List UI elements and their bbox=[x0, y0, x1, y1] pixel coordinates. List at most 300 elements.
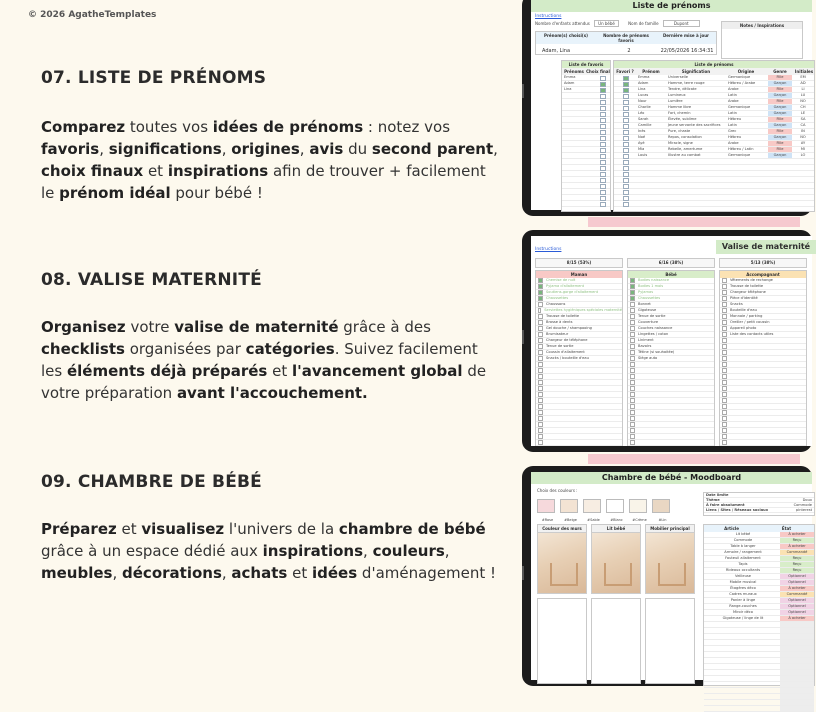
checklist-item[interactable] bbox=[720, 440, 806, 446]
body-text: de votre préparation bbox=[41, 362, 487, 402]
signification-cell: Rebelle, amertume bbox=[668, 147, 703, 151]
favoris-rows bbox=[562, 75, 610, 207]
swatch-color bbox=[560, 499, 578, 513]
column-header: Bébé bbox=[628, 271, 714, 278]
favori-checkbox[interactable] bbox=[623, 124, 629, 129]
derniere-maj-value: 22/05/2026 16:34:31 bbox=[660, 48, 714, 54]
article-status[interactable]: Reçu bbox=[780, 538, 814, 543]
body-text: , bbox=[221, 140, 232, 158]
article-status[interactable]: À acheter bbox=[780, 616, 814, 621]
checklist-checkbox[interactable] bbox=[630, 410, 635, 415]
checklist-checkbox[interactable] bbox=[538, 386, 543, 391]
checklist-checkbox[interactable] bbox=[630, 368, 635, 373]
checklist-checkbox[interactable] bbox=[722, 290, 727, 295]
checklist-checkbox[interactable] bbox=[722, 398, 727, 403]
favoris-name bbox=[564, 117, 596, 122]
checklist-checkbox[interactable] bbox=[722, 320, 727, 325]
checklist-checkbox[interactable] bbox=[538, 410, 543, 415]
prenoms-header: Initiales bbox=[794, 69, 814, 74]
swatch-label: #Crème bbox=[632, 518, 647, 522]
checklist-checkbox[interactable] bbox=[538, 284, 543, 289]
checklist-checkbox[interactable] bbox=[722, 308, 727, 313]
prenom-cell: Sarah bbox=[638, 117, 649, 121]
signification-cell: Homme libre bbox=[668, 105, 692, 109]
initiales-cell: NO bbox=[800, 135, 806, 139]
favori-checkbox[interactable] bbox=[623, 196, 629, 201]
section-liste-prenoms bbox=[41, 68, 501, 204]
favori-checkbox[interactable] bbox=[623, 76, 629, 81]
body-text: et bbox=[116, 520, 142, 538]
article-name bbox=[706, 652, 780, 657]
choix-final-checkbox[interactable] bbox=[600, 82, 606, 87]
checklist-checkbox[interactable] bbox=[630, 398, 635, 403]
checklist-checkbox[interactable] bbox=[538, 320, 543, 325]
notes-label: Notes / Inspirations bbox=[722, 22, 802, 29]
favori-checkbox[interactable] bbox=[623, 172, 629, 177]
article-name bbox=[706, 706, 780, 711]
checklist-checkbox[interactable] bbox=[538, 308, 541, 313]
prenom-cell: Charlie bbox=[638, 105, 651, 109]
checklist-checkbox[interactable] bbox=[722, 416, 727, 421]
checklist-checkbox[interactable] bbox=[630, 338, 635, 343]
choix-final-checkbox[interactable] bbox=[600, 148, 606, 153]
body-text: toutes vos bbox=[125, 118, 213, 136]
article-status[interactable]: À acheter bbox=[780, 532, 814, 537]
initiales-cell: LI bbox=[801, 87, 805, 91]
info-value[interactable] bbox=[772, 493, 814, 497]
favoris-name bbox=[564, 189, 596, 194]
checklist-checkbox[interactable] bbox=[538, 392, 543, 397]
favori-checkbox[interactable] bbox=[623, 82, 629, 87]
body-text: , bbox=[221, 564, 232, 582]
genre-cell: Fille bbox=[768, 75, 792, 80]
initiales-cell: CA bbox=[800, 123, 806, 127]
choix-final-checkbox[interactable] bbox=[600, 76, 606, 81]
checklist-checkbox[interactable] bbox=[538, 374, 543, 379]
tablet-button bbox=[522, 84, 524, 98]
prenom-cell: Emma bbox=[638, 75, 650, 79]
article-status[interactable]: Commandé bbox=[780, 550, 814, 555]
article-status[interactable] bbox=[780, 676, 814, 681]
origine-cell: Arabe bbox=[728, 87, 739, 91]
prenom-row[interactable] bbox=[614, 201, 814, 207]
checklist-checkbox[interactable] bbox=[630, 284, 635, 289]
checklist-checkbox[interactable] bbox=[722, 362, 727, 367]
article-status[interactable]: Optionnel bbox=[780, 574, 814, 579]
checklist-checkbox[interactable] bbox=[722, 302, 727, 307]
favori-checkbox[interactable] bbox=[623, 166, 629, 171]
checklist-checkbox[interactable] bbox=[538, 434, 543, 439]
choix-final-checkbox[interactable] bbox=[600, 100, 606, 105]
highlight-text: origines bbox=[231, 140, 300, 158]
favori-checkbox[interactable] bbox=[623, 202, 629, 207]
inspiration-photo[interactable] bbox=[645, 532, 695, 594]
checklist-checkbox[interactable] bbox=[722, 428, 727, 433]
checklist-checkbox[interactable] bbox=[722, 350, 727, 355]
initiales-cell: AY bbox=[800, 141, 806, 145]
favoris-name bbox=[564, 165, 596, 170]
checklist-checkbox[interactable] bbox=[630, 404, 635, 409]
favori-checkbox[interactable] bbox=[623, 112, 629, 117]
checklist-checkbox[interactable] bbox=[630, 362, 635, 367]
checklist-checkbox[interactable] bbox=[538, 338, 543, 343]
body-text: : notez vos bbox=[363, 118, 451, 136]
color-swatch[interactable] bbox=[606, 498, 627, 523]
choix-final-checkbox[interactable] bbox=[600, 130, 606, 135]
photo-title: Mobilier principal bbox=[645, 524, 695, 533]
article-status[interactable] bbox=[780, 628, 814, 633]
highlight-text: choix finaux bbox=[41, 162, 144, 180]
favori-checkbox[interactable] bbox=[623, 154, 629, 159]
highlight-text: avant l'accouchement. bbox=[176, 384, 368, 402]
checklist-checkbox[interactable] bbox=[722, 374, 727, 379]
checklist-checkbox[interactable] bbox=[630, 314, 635, 319]
article-name bbox=[706, 664, 780, 669]
choix-final-checkbox[interactable] bbox=[600, 88, 606, 93]
article-name bbox=[706, 622, 780, 627]
form-fields bbox=[535, 21, 715, 27]
choix-final-checkbox[interactable] bbox=[600, 172, 606, 177]
color-swatch[interactable] bbox=[629, 498, 650, 523]
checklist-checkbox[interactable] bbox=[538, 368, 543, 373]
checklist-checkbox[interactable] bbox=[538, 296, 543, 301]
checklist-checkbox[interactable] bbox=[538, 314, 543, 319]
checklist-checkbox[interactable] bbox=[538, 362, 543, 367]
favori-checkbox[interactable] bbox=[623, 142, 629, 147]
checklist-checkbox[interactable] bbox=[630, 308, 635, 313]
checklist-checkbox[interactable] bbox=[722, 440, 727, 445]
checklist-checkbox[interactable] bbox=[630, 440, 635, 445]
favori-checkbox[interactable] bbox=[623, 100, 629, 105]
checklist-checkbox[interactable] bbox=[538, 326, 543, 331]
checklist-label: Gigoteuse bbox=[638, 308, 657, 312]
article-status[interactable]: Reçu bbox=[780, 568, 814, 573]
choix-final-checkbox[interactable] bbox=[600, 106, 606, 111]
checklist-checkbox[interactable] bbox=[538, 422, 543, 427]
article-name: Rideaux occultants bbox=[725, 568, 761, 572]
article-status[interactable] bbox=[780, 664, 814, 669]
summary-header-row bbox=[536, 32, 716, 44]
favori-checkbox[interactable] bbox=[623, 148, 629, 153]
checklist-checkbox[interactable] bbox=[722, 326, 727, 331]
checklist-label: Couverture bbox=[638, 320, 659, 324]
checklist-checkbox[interactable] bbox=[538, 350, 543, 355]
info-value[interactable]: Doux bbox=[802, 498, 812, 502]
choix-final-checkbox[interactable] bbox=[600, 154, 606, 159]
checklist-checkbox[interactable] bbox=[630, 428, 635, 433]
info-value[interactable]: pinterest bbox=[795, 508, 812, 512]
checklist-checkbox[interactable] bbox=[722, 410, 727, 415]
checklist-checkbox[interactable] bbox=[630, 422, 635, 427]
instructions-link[interactable]: Instructions bbox=[535, 14, 562, 19]
crib-shape bbox=[658, 563, 686, 586]
article-status[interactable]: Optionnel bbox=[780, 604, 814, 609]
prenom-cell: Nour bbox=[638, 99, 647, 103]
checklist-checkbox[interactable] bbox=[722, 368, 727, 373]
choix-final-checkbox[interactable] bbox=[600, 142, 606, 147]
checklist-checkbox[interactable] bbox=[630, 320, 635, 325]
choix-final-checkbox[interactable] bbox=[600, 190, 606, 195]
swatch-label: #Lin bbox=[658, 518, 667, 522]
article-row[interactable] bbox=[704, 706, 814, 712]
article-status[interactable] bbox=[780, 688, 814, 693]
article-status[interactable]: À acheter bbox=[780, 544, 814, 549]
checklist-checkbox[interactable] bbox=[722, 404, 727, 409]
checklist-checkbox[interactable] bbox=[538, 302, 543, 307]
checklist-label: Serviettes hygiéniques spéciales maternité bbox=[544, 308, 622, 312]
article-name: Commode bbox=[733, 538, 753, 542]
checklist-checkbox[interactable] bbox=[722, 338, 727, 343]
highlight-text: idées bbox=[312, 564, 358, 582]
choix-final-checkbox[interactable] bbox=[600, 160, 606, 165]
origine-cell: Hébreu bbox=[728, 135, 742, 139]
checklist-checkbox[interactable] bbox=[630, 416, 635, 421]
checklist-checkbox[interactable] bbox=[630, 344, 635, 349]
checklist-checkbox[interactable] bbox=[630, 386, 635, 391]
article-status[interactable] bbox=[780, 652, 814, 657]
highlight-text: décorations bbox=[122, 564, 222, 582]
choix-final-checkbox[interactable] bbox=[600, 118, 606, 123]
article-name bbox=[706, 682, 780, 687]
article-name: Miroir déco bbox=[733, 610, 753, 614]
checklist-checkbox[interactable] bbox=[722, 392, 727, 397]
favori-checkbox[interactable] bbox=[623, 160, 629, 165]
highlight-text: Comparez bbox=[41, 118, 126, 136]
favori-checkbox[interactable] bbox=[623, 88, 629, 93]
article-name: Veilleuse bbox=[735, 574, 751, 578]
favoris-name bbox=[564, 141, 596, 146]
checklist-label: Couches naissance bbox=[638, 326, 673, 330]
signification-cell: Jeune servante des sacrifices bbox=[668, 123, 721, 127]
checklist-checkbox[interactable] bbox=[538, 290, 543, 295]
checklist-checkbox[interactable] bbox=[722, 278, 727, 283]
favori-checkbox[interactable] bbox=[623, 130, 629, 135]
favoris-name bbox=[564, 177, 596, 182]
body-text: et bbox=[267, 362, 292, 380]
checklist-checkbox[interactable] bbox=[538, 332, 543, 337]
sheet-title: Chambre de bébé - Moodboard bbox=[531, 472, 812, 484]
article-status[interactable] bbox=[780, 682, 814, 687]
article-status[interactable] bbox=[780, 700, 814, 705]
checklist-checkbox[interactable] bbox=[630, 296, 635, 301]
swatch-color bbox=[537, 499, 555, 513]
checklist-checkbox[interactable] bbox=[630, 356, 635, 361]
color-swatch[interactable] bbox=[583, 498, 604, 523]
checklist-label: Brumisateur bbox=[546, 332, 569, 336]
nom-famille-input[interactable]: Dupont bbox=[663, 20, 700, 27]
prenoms-header: Genre bbox=[773, 69, 787, 74]
body-text: . Suivez facilement les bbox=[41, 340, 478, 380]
choix-final-checkbox[interactable] bbox=[600, 178, 606, 183]
favoris-header-row bbox=[562, 68, 610, 75]
info-rows bbox=[704, 493, 814, 513]
checklist-checkbox[interactable] bbox=[538, 344, 543, 349]
favoris-name bbox=[564, 129, 596, 134]
checklist-checkbox[interactable] bbox=[722, 380, 727, 385]
checklist-label: Siège auto bbox=[638, 356, 658, 360]
genre-cell: Fille bbox=[768, 129, 792, 134]
checklist-checkbox[interactable] bbox=[538, 398, 543, 403]
checklist-label: Tétine (si souhaitée) bbox=[638, 350, 675, 354]
prenom-cell: Mia bbox=[638, 147, 645, 151]
swatch-label: #Sable bbox=[587, 518, 600, 522]
checklist-checkbox[interactable] bbox=[630, 380, 635, 385]
article-status[interactable] bbox=[780, 706, 814, 711]
checklist-checkbox[interactable] bbox=[722, 434, 727, 439]
prenom-cell: Lina bbox=[638, 87, 646, 91]
article-status[interactable]: Optionnel bbox=[780, 598, 814, 603]
choix-final-checkbox[interactable] bbox=[600, 202, 606, 207]
highlight-text: éléments déjà préparés bbox=[66, 362, 268, 380]
genre-cell: Fille bbox=[768, 117, 792, 122]
checklist-checkbox[interactable] bbox=[630, 392, 635, 397]
checklist-label: Lingettes / coton bbox=[638, 332, 669, 336]
decor-band bbox=[588, 217, 800, 227]
article-status[interactable] bbox=[780, 646, 814, 651]
prenoms-rows bbox=[614, 75, 814, 207]
article-name: Tapis bbox=[738, 562, 748, 566]
article-status[interactable]: Optionnel bbox=[780, 610, 814, 615]
article-status[interactable]: Reçu bbox=[780, 556, 814, 561]
checklist-checkbox[interactable] bbox=[630, 290, 635, 295]
notes-box[interactable] bbox=[721, 21, 803, 59]
copyright-text: © 2026 AgatheTemplates bbox=[28, 10, 157, 20]
color-swatch[interactable] bbox=[537, 498, 558, 523]
checklist-checkbox[interactable] bbox=[630, 434, 635, 439]
article-name bbox=[706, 700, 780, 705]
article-status[interactable] bbox=[780, 622, 814, 627]
photo-title: Lit bébé bbox=[591, 524, 641, 533]
checklist-checkbox[interactable] bbox=[630, 326, 635, 331]
checklist-checkbox[interactable] bbox=[630, 374, 635, 379]
genre-cell: Fille bbox=[768, 147, 792, 152]
swatch-color bbox=[652, 499, 670, 513]
articles-rows bbox=[704, 532, 814, 712]
genre-cell: Garçon bbox=[768, 111, 792, 116]
checklist-item[interactable] bbox=[628, 440, 714, 446]
choix-final-checkbox[interactable] bbox=[600, 136, 606, 141]
inspiration-photo[interactable] bbox=[537, 532, 587, 594]
prenom-cell: Louis bbox=[638, 153, 648, 157]
field-label: Nombre d'enfants attendus bbox=[535, 21, 590, 26]
favoris-name bbox=[564, 93, 596, 98]
choix-final-checkbox[interactable] bbox=[600, 196, 606, 201]
article-status[interactable] bbox=[780, 640, 814, 645]
article-name: Gigoteuse / linge de lit bbox=[722, 616, 764, 620]
article-status[interactable] bbox=[780, 694, 814, 699]
favori-checkbox[interactable] bbox=[623, 178, 629, 183]
info-label: Liens / Sites / Réseaux sociaux bbox=[706, 508, 769, 512]
photo-title: Couleur des murs bbox=[537, 524, 587, 533]
checklist-checkbox[interactable] bbox=[538, 416, 543, 421]
column-header: Maman bbox=[536, 271, 622, 278]
article-name: Cadres muraux bbox=[729, 592, 757, 596]
articles-table bbox=[703, 524, 815, 686]
checklist-label: Bodies naissance bbox=[638, 278, 670, 282]
checklist-checkbox[interactable] bbox=[538, 380, 543, 385]
favori-checkbox[interactable] bbox=[623, 94, 629, 99]
checklist-checkbox[interactable] bbox=[538, 428, 543, 433]
favoris-name bbox=[564, 201, 596, 206]
choix-final-checkbox[interactable] bbox=[600, 124, 606, 129]
genre-cell: Fille bbox=[768, 141, 792, 146]
color-swatch[interactable] bbox=[652, 498, 673, 523]
checklist-checkbox[interactable] bbox=[722, 314, 727, 319]
favori-checkbox[interactable] bbox=[623, 184, 629, 189]
photo-empty-slot[interactable] bbox=[645, 598, 695, 684]
enfants-select[interactable]: Un bébé bbox=[594, 20, 619, 27]
initiales-cell: SA bbox=[800, 117, 806, 121]
checklist-checkbox[interactable] bbox=[722, 332, 727, 337]
checklist-checkbox[interactable] bbox=[538, 278, 543, 283]
article-status[interactable] bbox=[780, 658, 814, 663]
checklist-item[interactable] bbox=[536, 440, 622, 446]
choix-final-checkbox[interactable] bbox=[600, 112, 606, 117]
checklist-checkbox[interactable] bbox=[630, 302, 635, 307]
article-name: Étagères déco bbox=[730, 586, 756, 590]
checklist-checkbox[interactable] bbox=[722, 386, 727, 391]
choix-final-checkbox[interactable] bbox=[600, 166, 606, 171]
favoris-row[interactable] bbox=[562, 201, 610, 207]
checklist-checkbox[interactable] bbox=[538, 356, 543, 361]
article-status[interactable] bbox=[780, 634, 814, 639]
checklist-checkbox[interactable] bbox=[630, 350, 635, 355]
checklist-checkbox[interactable] bbox=[630, 278, 635, 283]
photo-empty-slot[interactable] bbox=[537, 598, 587, 684]
checklist-checkbox[interactable] bbox=[538, 404, 543, 409]
choix-final-checkbox[interactable] bbox=[600, 94, 606, 99]
favoris-name: Lina bbox=[564, 87, 572, 91]
checklist-checkbox[interactable] bbox=[630, 332, 635, 337]
checklist-checkbox[interactable] bbox=[538, 440, 543, 445]
color-swatch[interactable] bbox=[560, 498, 581, 523]
favoris-name bbox=[564, 147, 596, 152]
checklist-checkbox[interactable] bbox=[722, 422, 727, 427]
photo-empty-slot[interactable] bbox=[591, 598, 641, 684]
favori-checkbox[interactable] bbox=[623, 190, 629, 195]
favori-checkbox[interactable] bbox=[623, 106, 629, 111]
checklist-checkbox[interactable] bbox=[722, 344, 727, 349]
inspiration-photo[interactable] bbox=[591, 532, 641, 594]
swatch-color bbox=[583, 499, 601, 513]
nb-favoris-value: 2 bbox=[627, 48, 631, 54]
article-status[interactable]: Commandé bbox=[780, 592, 814, 597]
article-status[interactable]: À acheter bbox=[780, 586, 814, 591]
article-name bbox=[706, 658, 780, 663]
instructions-link[interactable]: Instructions bbox=[535, 247, 562, 252]
favori-checkbox[interactable] bbox=[623, 136, 629, 141]
article-status[interactable]: Optionnel bbox=[780, 580, 814, 585]
articles-header: État bbox=[781, 526, 792, 531]
favoris-name bbox=[564, 159, 596, 164]
article-status[interactable]: Reçu bbox=[780, 562, 814, 567]
info-value[interactable]: Commode bbox=[793, 503, 812, 507]
highlight-text: Préparez bbox=[41, 520, 117, 538]
prenoms-header-row bbox=[614, 68, 814, 75]
article-name bbox=[706, 694, 780, 699]
genre-cell: Garçon bbox=[768, 81, 792, 86]
choix-final-checkbox[interactable] bbox=[600, 184, 606, 189]
checklist-checkbox[interactable] bbox=[722, 356, 727, 361]
favoris-name bbox=[564, 99, 596, 104]
checklist-checkbox[interactable] bbox=[722, 284, 727, 289]
crib-shape bbox=[604, 563, 632, 586]
favori-checkbox[interactable] bbox=[623, 118, 629, 123]
summary-header: Prénom(s) choisi(s) bbox=[544, 33, 588, 38]
checklist-checkbox[interactable] bbox=[722, 296, 727, 301]
body-text: , bbox=[112, 564, 123, 582]
article-status[interactable] bbox=[780, 670, 814, 675]
